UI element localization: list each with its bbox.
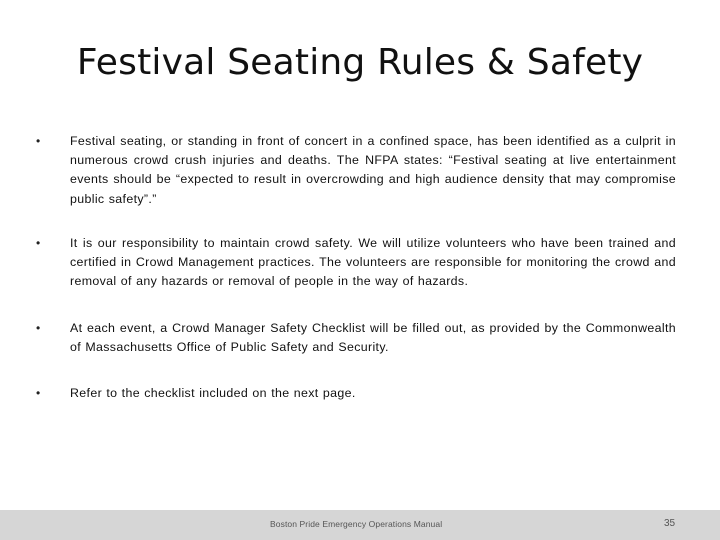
- slide-title: Festival Seating Rules & Safety: [76, 42, 644, 83]
- footer-text: Boston Pride Emergency Operations Manual: [270, 519, 443, 529]
- bullet-text: Refer to the checklist included on the next page.: [70, 386, 356, 400]
- bullet-icon: •: [36, 321, 41, 335]
- bullet-icon: •: [36, 386, 41, 400]
- bullet-icon: •: [36, 236, 41, 250]
- bullet-text: Festival seating, or standing in front of concert in a confined space, has been identified as a culprit in numerous crowd crush injuries and deaths. The NFPA states: “Festival seating at live entertainment events should be “expected to result in overcrowding and high audience density that may compromise public safety”.”: [70, 134, 676, 206]
- bullet-text: At each event, a Crowd Manager Safety Checklist will be filled out, as provided by the Commonwealth of Massachusetts Office of Public Safety and Security.: [70, 321, 676, 355]
- page-number: 35: [664, 518, 676, 529]
- bullet-icon: •: [36, 134, 41, 148]
- footer-bar: [0, 510, 720, 540]
- bullet-text: It is our responsibility to maintain crowd safety. We will utilize volunteers who have been trained and certified in Crowd Management practices. The volunteers are responsible for monitoring the crowd and removal of any hazards or removal of people in the way of hazards.: [70, 236, 676, 289]
